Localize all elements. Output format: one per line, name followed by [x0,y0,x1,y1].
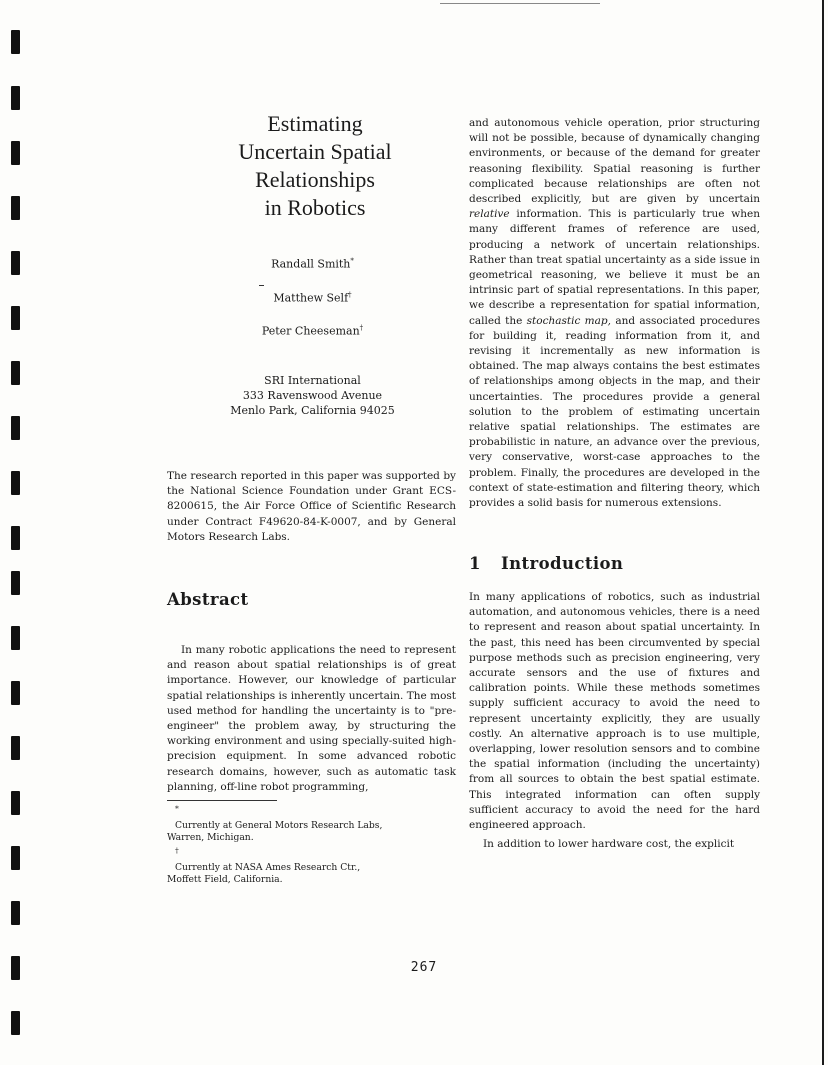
binding-hole [11,956,20,980]
author-footnote-mark: † [348,291,352,299]
abstract-body: In many robotic applications the need to represent and reason about spatial relationships is of great importance. However, our knowledge of particular spatial relationships is inherently uncertain. The most used method for handling the uncertainty is to "pre-engineer" the problem away, by structuring the working environment and using specially-suited high-precision equipment. In some advanced robotic research domains, however, such as automatic task planning, off-line robot programming, [167,644,456,793]
title-line: in Robotics [264,195,366,220]
paper-title [205,110,425,222]
binding-hole [11,736,20,760]
binding-hole [11,471,20,495]
footnote-line [167,845,456,874]
affiliation-block [165,373,460,418]
footnote-line: Moffett Field, California. [167,874,283,886]
funding-note: The research reported in this paper was supported by the National Science Foundation under Grant ECS-8200615, the Air Force Office of Scientific Research under Contract F49620-84-K-0007, and by General Motors Research Labs. [167,470,456,543]
footnote-mark: † [175,845,179,855]
abstract-continued-text: and associated procedures for building it, reading information from it, and revising it incrementally as new information is obtained. The map always contains the best estimates of relationships among objects in the map, and their uncertainties. The procedures provide a general solution to the problem of estimating uncertain relative spatial relationships. The estimates are probabilistic in nature, an advance over the previous, very conservative, worst-case approaches to the problem. Finally, the procedures are developed in the context of state-estimation and filtering theory, which provides a solid basis for numerous extensions. [469,314,761,510]
title-line: Estimating [267,111,363,136]
title-line: Uncertain Spatial [238,139,392,164]
binding-hole [11,416,20,440]
abstract-heading: Abstract [167,590,249,609]
affiliation-line: SRI International [264,374,361,387]
introduction-paragraph-1: In many applications of robotics, such as industrial automation, and autonomous vehicles, there is a need to represent and reason about spatial uncertainty. In the past, this need has been circumvented by special purpose methods such as precision engineering, very accurate sensors and the use of fixtures and calibration points. While these methods sometimes supply sufficient accuracy to avoid the need to represent uncertainty explicitly, they are usually costly. An alternative approach is to use multiple, overlapping, lower resolution sensors and to combine the spatial information (including the uncertainty) from all sources to obtain the best spatial estimate. This integrated information can often supply sufficient accuracy to avoid the need for the hard engineered approach. [469,591,760,832]
abstract-continued-text: and autonomous vehicle operation, prior structuring will not be possible, because of dynamically changing environments, or because of the demand for greater reasoning flexibility. Spatial reasoning is further complicated because relationships are often not described explicitly, but are given by uncertain [469,117,760,206]
affiliation-line: 333 Ravenswood Avenue [242,389,383,402]
binding-hole [11,306,20,330]
author-name: Peter Cheeseman [261,324,360,338]
footnote-text: Currently at General Motors Research Labs, [175,819,383,831]
page-right-edge [822,0,824,1065]
emphasis-relative: relative [469,208,510,221]
binding-hole [11,846,20,870]
footnote-line: Warren, Michigan. [167,832,254,844]
stray-mark [259,285,264,286]
binding-hole [11,791,20,815]
binding-hole [11,626,20,650]
author-matthew-self [165,288,460,306]
introduction-paragraph-2: In addition to lower hardware cost, the explicit [483,838,735,850]
binding-hole [11,30,20,54]
author-peter-cheeseman [165,321,460,339]
binding-hole [11,86,20,110]
binding-hole [11,681,20,705]
section-number: 1 [469,554,481,573]
page-number: 267 [410,960,438,975]
binding-hole [11,251,20,275]
binding-hole [11,196,20,220]
emphasis-stochastic-map: stochastic map, [526,314,611,327]
binding-hole [11,361,20,385]
footnotes [167,803,456,887]
introduction-heading [469,554,623,574]
author-randall-smith [165,254,460,272]
author-name: Matthew Self [273,291,349,305]
title-line: Relationships [255,167,375,192]
binding-hole [11,1011,20,1035]
section-title: Introduction [501,554,624,573]
footnote-mark: * [175,804,179,813]
author-footnote-mark: † [359,324,364,332]
author-name: Randall Smith [271,257,351,271]
binding-hole [11,571,20,595]
abstract-continued [469,116,760,511]
binding-hole [11,901,20,925]
footnote-text: Currently at NASA Ames Research Ctr., [175,861,361,873]
author-footnote-mark: * [350,257,354,265]
top-edge-line [440,3,600,4]
binding-hole [11,141,20,165]
abstract-continued-text: information. This is particularly true when many different frames of reference are used, producing a network of uncertain relationships. Rather than treat spatial uncertainty as a side issue in geometrical reasoning, we believe it must be an intrinsic part of spatial representations. In this paper, we describe a representation for spatial information, called the [469,208,760,327]
footnote-line [167,803,456,832]
affiliation-line: Menlo Park, California 94025 [230,404,395,417]
footnote-rule [167,800,277,801]
binding-hole [11,526,20,550]
